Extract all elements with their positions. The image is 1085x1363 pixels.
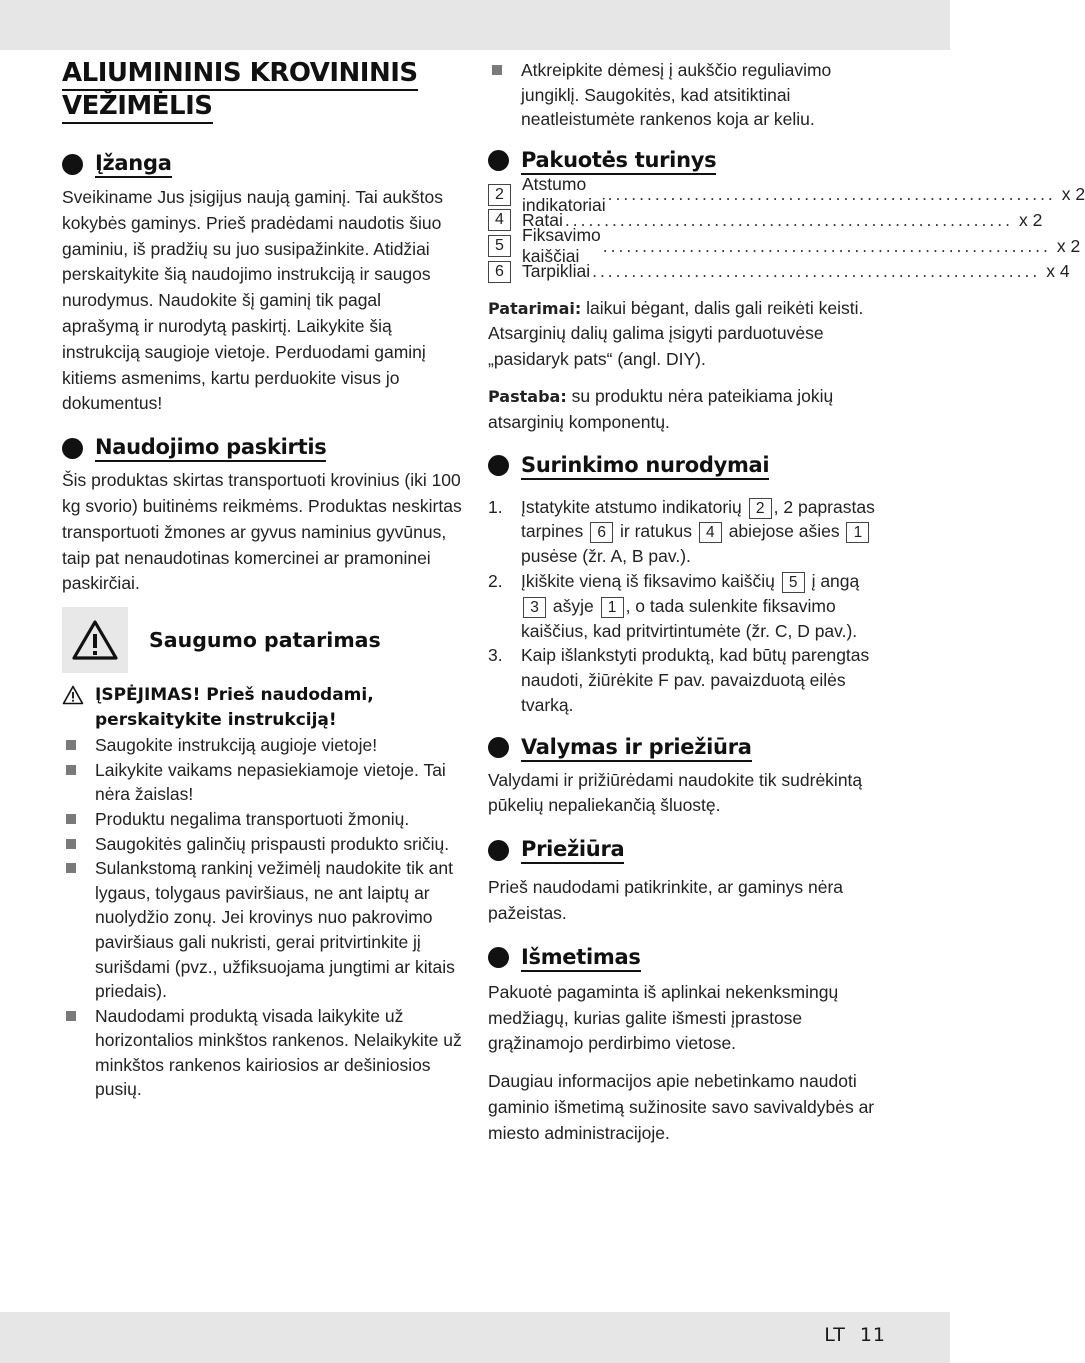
list-item: 3. Kaip išlankstyti produktą, kad būtų parengtas naudoti, žiūrėkite F pav. pavaizduotą eilės tvarką.: [488, 645, 870, 715]
list-item: Produktu negalima transportuoti žmonių.: [62, 807, 462, 832]
list-item: 2. Įkiškite vieną iš fiksavimo kaiščių 5 į angą 3 ašyje 1 , o tada sulenkite fiksavimo kaiščius, kad pritvirtintumėte (žr. C, D pav.).: [488, 570, 860, 641]
cleaning-text: Valydami ir prižiūrėdami naudokite tik sudrėkintą pūkelių nepaliekančią šluostę.: [488, 769, 863, 816]
safety-warning: [62, 683, 462, 733]
right-column: [488, 58, 1085, 1147]
cleaning-heading-text: Valymas ir priežiūra: [521, 734, 752, 762]
tip-label: Patarimai:: [488, 298, 582, 318]
page-title-line-1: ALIUMININIS KROVININIS: [62, 58, 418, 91]
part-number: 4: [488, 209, 511, 231]
part-number: 5: [488, 235, 511, 257]
purpose-text: Šis produktas skirtas transportuoti krovinius (iki 100 kg svorio) buitinėms reikmėms. Produktas neskirtas transportuoti žmones ar gyvus naminius gyvūnus, taip pat nenaudotinas komercinei ar pramoninei paskirčiai.: [62, 470, 462, 594]
bullet-dot-icon: [62, 438, 83, 459]
part-number: 1: [846, 522, 869, 543]
part-number: 5: [782, 572, 805, 593]
step-number: 2.: [488, 570, 503, 591]
square-bullet-icon: [66, 765, 76, 775]
dot-leader: .........................................................: [592, 261, 1041, 282]
square-bullet-icon: [66, 740, 76, 750]
intro-heading-text: Įžanga: [95, 150, 172, 178]
step-number: 1.: [488, 496, 503, 517]
part-number: 2: [749, 498, 772, 519]
bullet-dot-icon: [62, 154, 83, 175]
tip-text: laikui bėgant, dalis gali reikėti keisti. Atsarginių dalių galima įsigyti parduotuvėse „pasidaryk pats“ (angl. DIY).: [488, 297, 864, 370]
page-title-line-2: VEŽIMĖLIS: [62, 91, 213, 124]
warning-text: ĮSPĖJIMAS! Prieš naudodami, perskaitykite instrukciją!: [95, 685, 374, 731]
dot-leader: .........................................................: [564, 209, 1013, 230]
square-bullet-icon: [66, 1011, 76, 1021]
intro-text: Sveikiname Jus įsigijus naują gaminį. Tai aukštos kokybės gaminys. Prieš pradėdami naudotis šiuo gaminiu, iš pradžių su juo susipažinkite. Atidžiai perskaitykite šią naudojimo instrukciją ir saugos nurodymus. Naudokite šį gaminį tik pagal aprašymą ir nurodytą paskirtį. Laikykite šią instrukciją saugioje vietoje. Perduodami gaminį kitiems asmenims, kartu perduokite visus jo dokumentus!: [62, 187, 443, 414]
part-number: 6: [488, 261, 511, 283]
safety-heading-text: Saugumo patarimas: [149, 628, 381, 653]
square-bullet-icon: [66, 814, 76, 824]
maintenance-text: Prieš naudodami patikrinkite, ar gaminys nėra pažeistas.: [488, 877, 844, 924]
cleaning-heading: [488, 734, 888, 762]
maintenance-heading: [488, 836, 888, 864]
part-number: 1: [601, 597, 624, 618]
list-item: Sulankstomą rankinį vežimėlį naudokite tik ant lygaus, tolygaus paviršiaus, ne ant laiptų ar nuolydžio zonų. Jei krovinys nuo pakrovimo paviršiaus gali nukristi, gerai pritvirtinkite jį surišdami (pvz., užfiksuojama jungtimi ar kitais priedais).: [62, 856, 462, 1004]
maintenance-heading-text: Priežiūra: [521, 836, 624, 864]
part-name: Atstumo indikatoriai: [522, 173, 606, 215]
part-qty: x 2: [1061, 184, 1085, 205]
assembly-heading-text: Surinkimo nurodymai: [521, 452, 769, 480]
bullet-dot-icon: [488, 455, 509, 476]
square-bullet-icon: [66, 839, 76, 849]
bottom-band: [0, 1312, 950, 1363]
contents-row: [488, 225, 1081, 266]
list-item: Naudodami produktą visada laikykite už horizontalios minkštos rankenos. Nelaikykite už minkštos rankenos kairiosios ar dešiniosios pusių.: [62, 1004, 462, 1102]
list-item: Saugokitės galinčių prispausti produkto sričių.: [62, 832, 462, 857]
purpose-heading: [62, 434, 462, 462]
step-number: 3.: [488, 645, 503, 666]
dot-leader: .........................................................: [607, 184, 1056, 205]
part-number: 3: [523, 597, 546, 618]
note-paragraph: [488, 384, 888, 436]
contents-row: [488, 259, 1070, 285]
top-band: [0, 0, 950, 50]
list-item: Saugokite instrukciją augioje vietoje!: [62, 733, 462, 758]
warning-triangle-icon: [62, 607, 128, 673]
list-item: Atkreipkite dėmesį į aukščio reguliavimo jungiklį. Saugokitės, kad atsitiktinai neatleistumėte rankenos koja ar keliu.: [488, 58, 888, 132]
bullet-dot-icon: [488, 840, 509, 861]
warning-small-icon: [62, 683, 95, 733]
purpose-heading-text: Naudojimo paskirtis: [95, 434, 326, 462]
note-text: su produktu nėra pateikiama jokių atsarginių komponentų.: [488, 385, 834, 432]
disposal-text-1: Pakuotė pagaminta iš aplinkai nekenksmingų medžiagų, kurias galite išmesti įprastose grąžinamojo perdirbimo vietose.: [488, 981, 839, 1054]
part-name: Tarpikliai: [522, 261, 591, 282]
page-title: [62, 58, 462, 124]
part-name: Ratai: [522, 209, 563, 230]
contents-row: [488, 173, 1085, 215]
assembly-heading: [488, 452, 888, 480]
safety-bullet-list: [62, 733, 462, 1102]
part-name: Fiksavimo kaiščiai: [522, 225, 601, 266]
part-number: 6: [590, 522, 613, 543]
square-bullet-icon: [492, 65, 502, 75]
list-item: Laikykite vaikams nepasiekiamoje vietoje. Tai nėra žaislas!: [62, 758, 462, 807]
part-qty: x 2: [1019, 209, 1043, 230]
intro-heading: [62, 150, 462, 178]
part-number: 2: [488, 184, 511, 206]
page-number: 11: [859, 1324, 886, 1346]
safety-bullet-list-continued: [488, 58, 888, 132]
part-qty: x 4: [1046, 261, 1070, 282]
list-item: 1. Įstatykite atstumo indikatorių 2 , 2 paprastas tarpines 6 ir ratukus 4 abiejose ašies 1 pusėse (žr. A, B pav.).: [488, 496, 875, 567]
contents-list: [488, 173, 1085, 285]
contents-heading-text: Pakuotės turinys: [521, 147, 716, 175]
disposal-text-2: Daugiau informacijos apie nebetinkamo naudoti gaminio išmetimą sužinosite savo savivaldybės ar miesto administracijoje.: [488, 1071, 875, 1143]
dot-leader: .........................................................: [602, 235, 1051, 256]
bullet-dot-icon: [488, 737, 509, 758]
tip-paragraph: [488, 296, 888, 373]
page-footer: [824, 1324, 886, 1346]
safety-heading: [62, 607, 462, 673]
note-label: Pastaba:: [488, 386, 567, 406]
bullet-dot-icon: [488, 947, 509, 968]
bullet-dot-icon: [488, 150, 509, 171]
part-number: 4: [699, 522, 722, 543]
part-qty: x 2: [1056, 235, 1081, 256]
square-bullet-icon: [66, 863, 76, 873]
contents-heading: [488, 147, 888, 175]
left-column: [62, 58, 462, 1102]
disposal-heading: [488, 944, 888, 972]
language-code: LT: [824, 1324, 846, 1346]
disposal-heading-text: Išmetimas: [521, 944, 641, 972]
assembly-steps: [488, 495, 888, 718]
